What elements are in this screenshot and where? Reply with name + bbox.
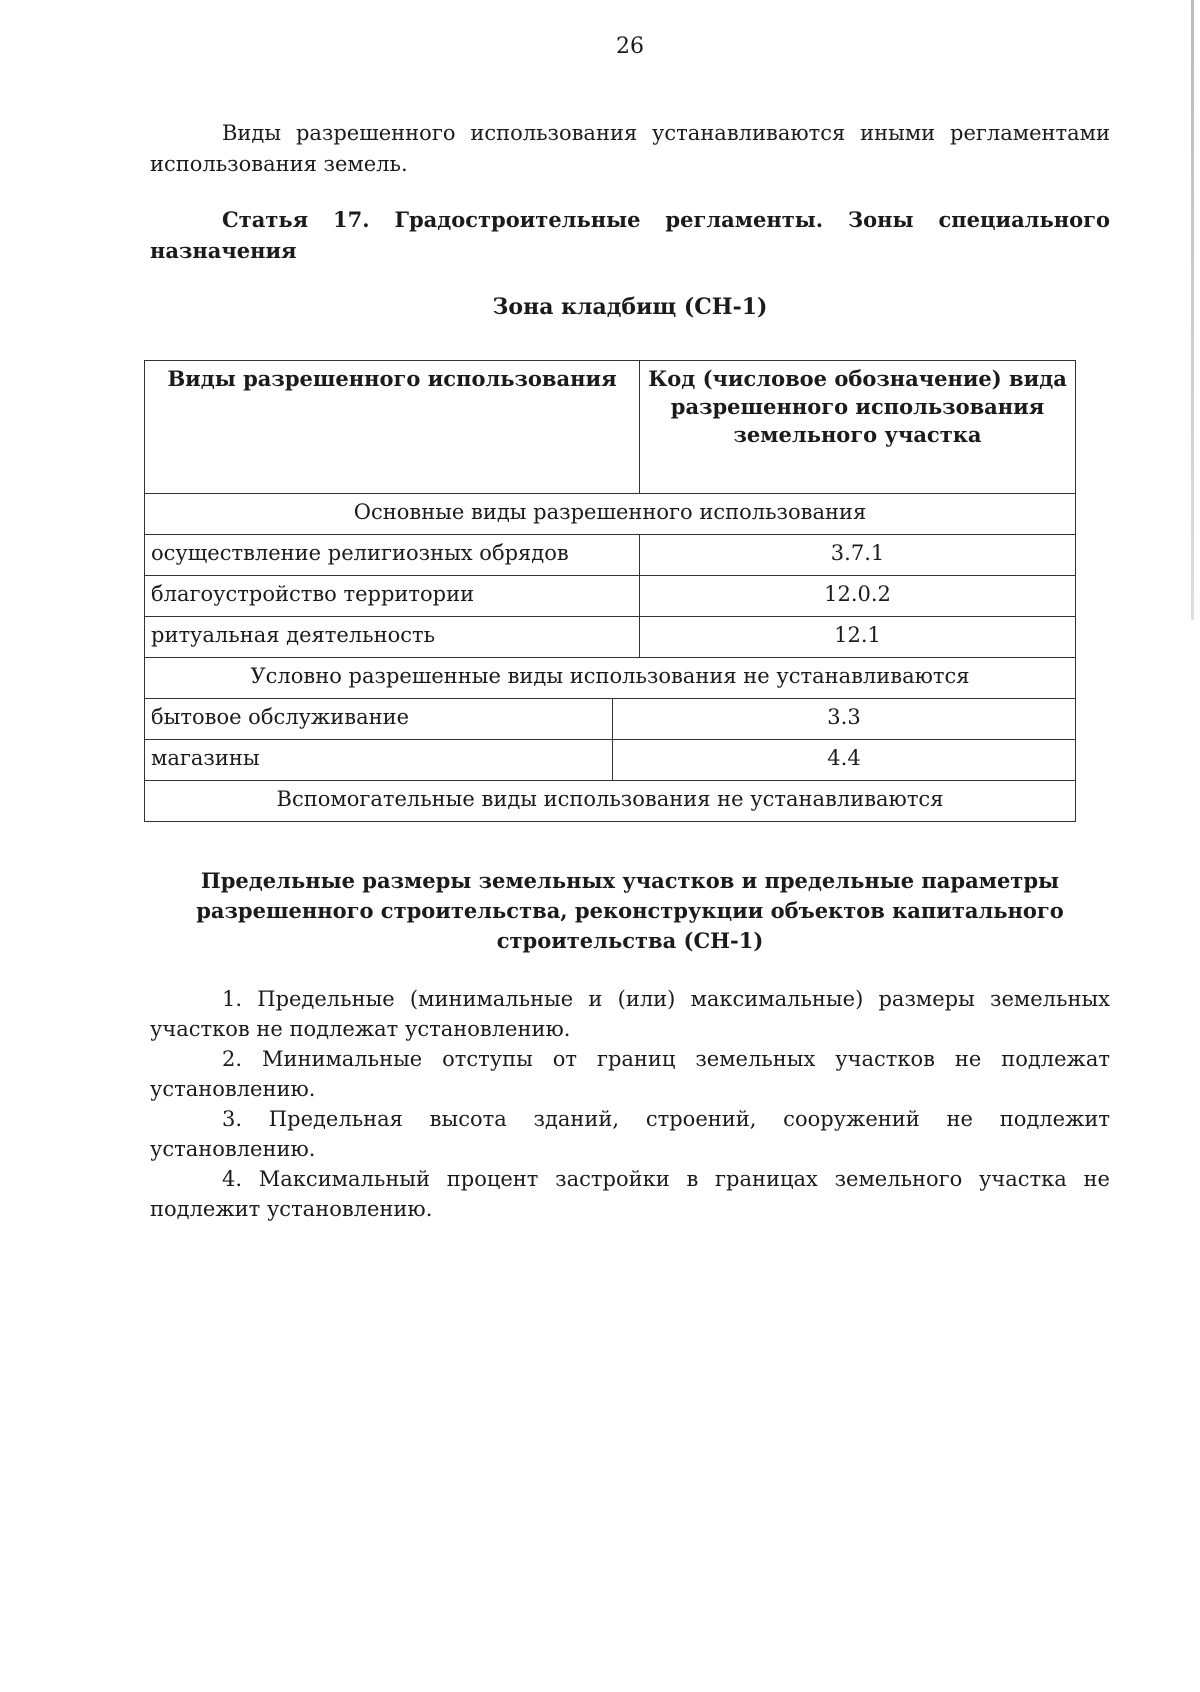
table-row — [145, 740, 1076, 781]
limit-item: 1. Предельные (минимальные и (или) максимальные) размеры земельных участков не подлежат установлению. — [150, 987, 1110, 1041]
section-row-main — [145, 494, 1076, 535]
limits-list — [150, 984, 1110, 1224]
use-name: благоустройство территории — [145, 576, 640, 617]
use-code: 12.0.2 — [640, 576, 1076, 617]
intro-paragraph: Виды разрешенного использования устанавливаются иными регламентами использования земель. — [150, 121, 1110, 176]
header-code: Код (числовое обозначение) вида разрешенного использования земельного участка — [640, 361, 1076, 494]
table-row — [145, 699, 1076, 740]
section-auxiliary: Вспомогательные виды использования не устанавливаются — [145, 781, 1076, 822]
scan-edge-shadow — [1191, 0, 1194, 620]
table-row — [145, 617, 1076, 658]
limit-item: 2. Минимальные отступы от границ земельных участков не подлежат установлению. — [150, 1047, 1110, 1101]
section-main: Основные виды разрешенного использования — [145, 494, 1076, 535]
section-conditional: Условно разрешенные виды использования не устанавливаются — [145, 658, 1076, 699]
use-code: 3.3 — [613, 699, 1076, 740]
section-row-auxiliary — [145, 781, 1076, 822]
header-uses: Виды разрешенного использования — [145, 361, 640, 494]
use-name: ритуальная деятельность — [145, 617, 640, 658]
limit-item: 3. Предельная высота зданий, строений, сооружений не подлежит установлению. — [150, 1107, 1110, 1161]
intro-block — [150, 118, 1110, 323]
use-code: 4.4 — [613, 740, 1076, 781]
table-row — [145, 535, 1076, 576]
use-code: 3.7.1 — [640, 535, 1076, 576]
zone-title: Зона кладбищ (СН-1) — [492, 294, 768, 320]
use-code: 12.1 — [640, 617, 1076, 658]
table-row — [145, 576, 1076, 617]
page-number: 26 — [616, 34, 644, 59]
use-name: осуществление религиозных обрядов — [145, 535, 640, 576]
table-header-row — [145, 361, 1076, 494]
limit-item: 4. Максимальный процент застройки в границах земельного участка не подлежит установлению. — [150, 1167, 1110, 1221]
use-name: магазины — [145, 740, 613, 781]
section-row-conditional — [145, 658, 1076, 699]
use-name: бытовое обслуживание — [145, 699, 613, 740]
permitted-uses-table — [144, 360, 1076, 822]
limits-title: Предельные размеры земельных участков и предельные параметры разрешенного строительства, реконструкции объектов капитального строительства (СН-1) — [196, 868, 1064, 953]
article-title: Статья 17. Градостроительные регламенты. Зоны специального назначения — [150, 207, 1110, 263]
